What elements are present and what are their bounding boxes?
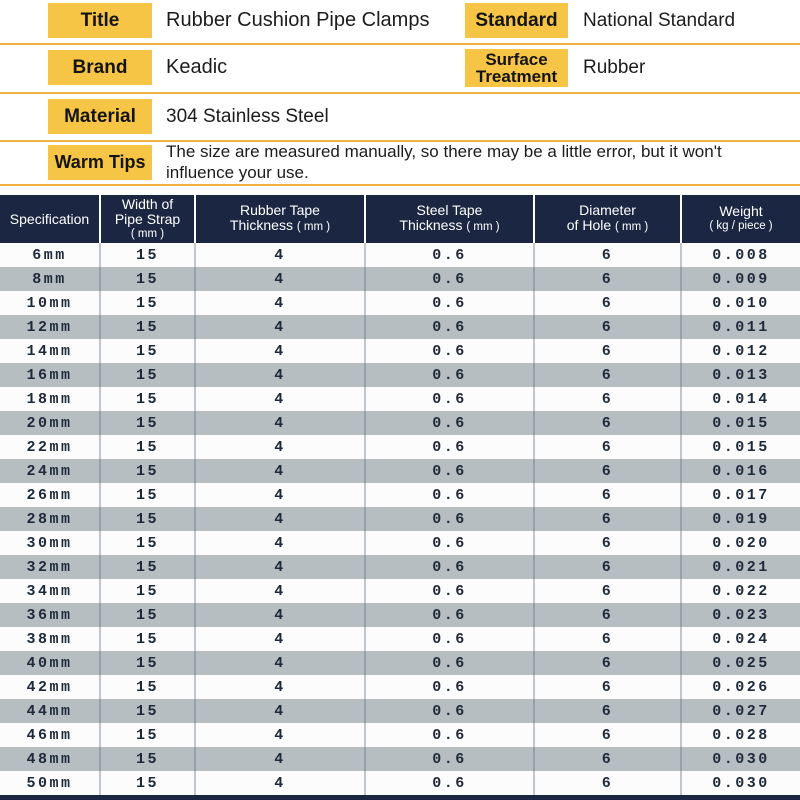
table-cell: 0.027 — [680, 699, 800, 723]
header-unit: ( mm ) — [130, 227, 165, 240]
header-cell-weight — [680, 195, 800, 243]
table-cell: 0.022 — [680, 579, 800, 603]
table-row — [0, 507, 800, 531]
table-cell: 4 — [194, 387, 364, 411]
table-cell: 0.6 — [364, 723, 533, 747]
table-cell: 6 — [533, 651, 680, 675]
table-cell: 0.011 — [680, 315, 800, 339]
table-row — [0, 315, 800, 339]
table-cell: 15 — [99, 363, 194, 387]
table-cell: 0.6 — [364, 579, 533, 603]
table-row — [0, 603, 800, 627]
table-cell: 0.6 — [364, 699, 533, 723]
table-cell: 0.021 — [680, 555, 800, 579]
table-cell: 15 — [99, 291, 194, 315]
table-cell: 16mm — [26, 366, 73, 384]
title-value: Rubber Cushion Pipe Clamps — [166, 9, 430, 31]
table-row — [0, 555, 800, 579]
table-cell: 4 — [194, 411, 364, 435]
table-cell: 0.013 — [680, 363, 800, 387]
table-cell: 6mm — [32, 246, 67, 264]
table-cell: 15 — [99, 723, 194, 747]
table-row — [0, 363, 800, 387]
table-cell: 4 — [194, 531, 364, 555]
table-row — [0, 579, 800, 603]
table-cell: 0.6 — [364, 627, 533, 651]
table-cell: 6 — [533, 555, 680, 579]
brand-value: Keadic — [166, 56, 228, 78]
info-row-title-standard — [0, 0, 800, 45]
standard-value: National Standard — [583, 10, 736, 31]
table-cell: 6 — [533, 699, 680, 723]
header-cell-specification — [0, 195, 99, 243]
table-cell: 0.010 — [680, 291, 800, 315]
table-cell: 0.6 — [364, 363, 533, 387]
table-cell: 44mm — [26, 702, 73, 720]
table-cell: 0.6 — [364, 651, 533, 675]
table-cell: 0.6 — [364, 387, 533, 411]
brand-pair — [48, 45, 227, 90]
table-cell: 15 — [99, 483, 194, 507]
table-cell: 28mm — [26, 510, 73, 528]
table-cell: 4 — [194, 651, 364, 675]
info-row-warm-tips — [0, 142, 800, 186]
table-cell: 6 — [533, 507, 680, 531]
table-cell: 0.012 — [680, 339, 800, 363]
table-cell: 0.017 — [680, 483, 800, 507]
header-cell-steel-tape-thickness — [364, 195, 533, 243]
header-cell-rubber-tape-thickness — [194, 195, 364, 243]
header-label: Thickness — [229, 217, 293, 233]
table-row — [0, 435, 800, 459]
table-cell: 0.6 — [364, 531, 533, 555]
table-cell: 6 — [533, 627, 680, 651]
table-cell: 0.016 — [680, 459, 800, 483]
header-unit: ( mm ) — [615, 221, 649, 233]
table-row — [0, 531, 800, 555]
material-label-box: Material — [48, 99, 152, 134]
table-cell: 6 — [533, 363, 680, 387]
header-label: Thickness — [399, 217, 463, 233]
table-cell: 4 — [194, 723, 364, 747]
table-cell: 15 — [99, 675, 194, 699]
table-cell: 0.023 — [680, 603, 800, 627]
header-cell-width-of-pipe-strap — [99, 195, 194, 243]
table-cell: 15 — [99, 771, 194, 795]
spec-table-body — [0, 243, 800, 795]
table-cell: 15 — [99, 435, 194, 459]
table-cell: 15 — [99, 651, 194, 675]
table-cell: 15 — [99, 579, 194, 603]
material-value: 304 Stainless Steel — [166, 105, 329, 127]
surface-treatment-pair — [465, 45, 645, 90]
table-cell: 30mm — [26, 534, 73, 552]
table-cell: 0.024 — [680, 627, 800, 651]
spec-table — [0, 195, 800, 795]
table-cell: 4 — [194, 363, 364, 387]
table-cell: 50mm — [26, 774, 73, 792]
table-cell: 0.020 — [680, 531, 800, 555]
table-cell: 4 — [194, 435, 364, 459]
table-cell: 6 — [533, 339, 680, 363]
table-cell: 0.6 — [364, 435, 533, 459]
table-cell: 10mm — [26, 294, 73, 312]
table-cell: 0.015 — [680, 435, 800, 459]
table-cell: 15 — [99, 627, 194, 651]
table-cell: 0.009 — [680, 267, 800, 291]
section-gap — [0, 186, 800, 195]
standard-label-box: Standard — [465, 3, 568, 38]
table-cell: 4 — [194, 483, 364, 507]
table-cell: 6 — [533, 459, 680, 483]
table-cell: 4 — [194, 267, 364, 291]
table-cell: 0.6 — [364, 771, 533, 795]
standard-pair — [465, 0, 735, 41]
table-row — [0, 411, 800, 435]
table-cell: 0.008 — [680, 243, 800, 267]
table-cell: 0.6 — [364, 315, 533, 339]
table-cell: 40mm — [26, 654, 73, 672]
table-cell: 6 — [533, 411, 680, 435]
table-row — [0, 243, 800, 267]
table-cell: 4 — [194, 507, 364, 531]
table-cell: 15 — [99, 315, 194, 339]
table-cell: 0.6 — [364, 411, 533, 435]
table-cell: 6 — [533, 579, 680, 603]
header-unit: ( mm ) — [466, 221, 500, 233]
table-cell: 15 — [99, 699, 194, 723]
table-cell: 15 — [99, 507, 194, 531]
header-cell-diameter-of-hole — [533, 195, 680, 243]
table-cell: 48mm — [26, 750, 73, 768]
table-cell: 15 — [99, 243, 194, 267]
table-cell: 38mm — [26, 630, 73, 648]
table-cell: 4 — [194, 747, 364, 771]
warm-tips-pair — [48, 142, 746, 182]
table-row — [0, 699, 800, 723]
surface-treatment-label-box: Surface Treatment — [465, 49, 568, 87]
table-cell: 20mm — [26, 414, 73, 432]
table-cell: 4 — [194, 699, 364, 723]
table-row — [0, 627, 800, 651]
table-row — [0, 747, 800, 771]
table-cell: 0.6 — [364, 675, 533, 699]
warm-tips-label-box: Warm Tips — [48, 145, 152, 180]
table-cell: 42mm — [26, 678, 73, 696]
table-row — [0, 267, 800, 291]
table-cell: 0.6 — [364, 507, 533, 531]
table-cell: 0.6 — [364, 339, 533, 363]
table-cell: 0.030 — [680, 771, 800, 795]
table-cell: 4 — [194, 579, 364, 603]
header-unit: ( kg / piece ) — [709, 220, 773, 232]
table-cell: 15 — [99, 267, 194, 291]
table-row — [0, 459, 800, 483]
table-cell: 15 — [99, 603, 194, 627]
info-row-material — [0, 94, 800, 142]
table-cell: 6 — [533, 723, 680, 747]
table-cell: 4 — [194, 291, 364, 315]
table-cell: 4 — [194, 555, 364, 579]
header-unit: ( mm ) — [296, 221, 331, 233]
table-cell: 15 — [99, 747, 194, 771]
table-cell: 4 — [194, 315, 364, 339]
table-cell: 6 — [533, 675, 680, 699]
table-cell: 0.6 — [364, 483, 533, 507]
table-cell: 6 — [533, 267, 680, 291]
header-label: Rubber Tape — [240, 202, 320, 218]
table-cell: 6 — [533, 291, 680, 315]
table-cell: 0.6 — [364, 243, 533, 267]
table-cell: 0.015 — [680, 411, 800, 435]
header-label: Weight — [719, 203, 763, 219]
bottom-navy-bar — [0, 795, 800, 800]
table-cell: 0.6 — [364, 603, 533, 627]
table-cell: 4 — [194, 459, 364, 483]
table-cell: 8mm — [32, 270, 67, 288]
table-cell: 0.6 — [364, 291, 533, 315]
header-label: Steel Tape — [416, 202, 483, 218]
table-row — [0, 291, 800, 315]
table-cell: 6 — [533, 531, 680, 555]
table-cell: 34mm — [26, 582, 73, 600]
title-pair — [48, 0, 429, 41]
table-cell: 4 — [194, 771, 364, 795]
table-cell: 6 — [533, 771, 680, 795]
table-cell: 4 — [194, 675, 364, 699]
table-cell: 4 — [194, 339, 364, 363]
table-cell: 6 — [533, 315, 680, 339]
table-row — [0, 483, 800, 507]
spec-table-header — [0, 195, 800, 243]
table-row — [0, 723, 800, 747]
table-row — [0, 339, 800, 363]
table-cell: 22mm — [26, 438, 73, 456]
table-cell: 32mm — [26, 558, 73, 576]
header-label: Pipe Strap — [114, 210, 181, 227]
table-cell: 14mm — [26, 342, 73, 360]
table-cell: 6 — [533, 747, 680, 771]
table-cell: 15 — [99, 339, 194, 363]
header-label: Specification — [9, 210, 90, 227]
table-cell: 12mm — [26, 318, 73, 336]
table-cell: 4 — [194, 627, 364, 651]
table-cell: 46mm — [26, 726, 73, 744]
table-cell: 0.019 — [680, 507, 800, 531]
table-cell: 0.6 — [364, 267, 533, 291]
header-label: Diameter — [579, 202, 636, 218]
table-cell: 6 — [533, 483, 680, 507]
table-cell: 6 — [533, 243, 680, 267]
table-cell: 18mm — [26, 390, 73, 408]
surface-treatment-value: Rubber — [583, 57, 646, 78]
table-cell: 4 — [194, 603, 364, 627]
table-cell: 0.6 — [364, 555, 533, 579]
table-cell: 36mm — [26, 606, 73, 624]
table-cell: 15 — [99, 459, 194, 483]
table-cell: 15 — [99, 531, 194, 555]
header-label: Width of — [121, 195, 174, 212]
table-cell: 4 — [194, 243, 364, 267]
table-cell: 0.028 — [680, 723, 800, 747]
table-cell: 15 — [99, 555, 194, 579]
table-cell: 15 — [99, 411, 194, 435]
table-cell: 6 — [533, 435, 680, 459]
table-row — [0, 651, 800, 675]
table-row — [0, 675, 800, 699]
table-row — [0, 387, 800, 411]
table-cell: 15 — [99, 387, 194, 411]
table-cell: 24mm — [26, 462, 73, 480]
warm-tips-value: The size are measured manually, so there may be a little error, but it won't influence your use. — [166, 142, 722, 182]
header-label: of Hole — [566, 217, 612, 233]
table-cell: 0.030 — [680, 747, 800, 771]
table-cell: 0.026 — [680, 675, 800, 699]
table-cell: 26mm — [26, 486, 73, 504]
table-cell: 0.014 — [680, 387, 800, 411]
info-row-brand-surface — [0, 45, 800, 94]
table-cell: 6 — [533, 603, 680, 627]
brand-label-box: Brand — [48, 50, 152, 85]
table-row — [0, 771, 800, 795]
table-cell: 0.6 — [364, 747, 533, 771]
table-cell: 0.025 — [680, 651, 800, 675]
table-cell: 0.6 — [364, 459, 533, 483]
table-cell: 6 — [533, 387, 680, 411]
title-label-box: Title — [48, 3, 152, 38]
material-pair — [48, 94, 329, 138]
